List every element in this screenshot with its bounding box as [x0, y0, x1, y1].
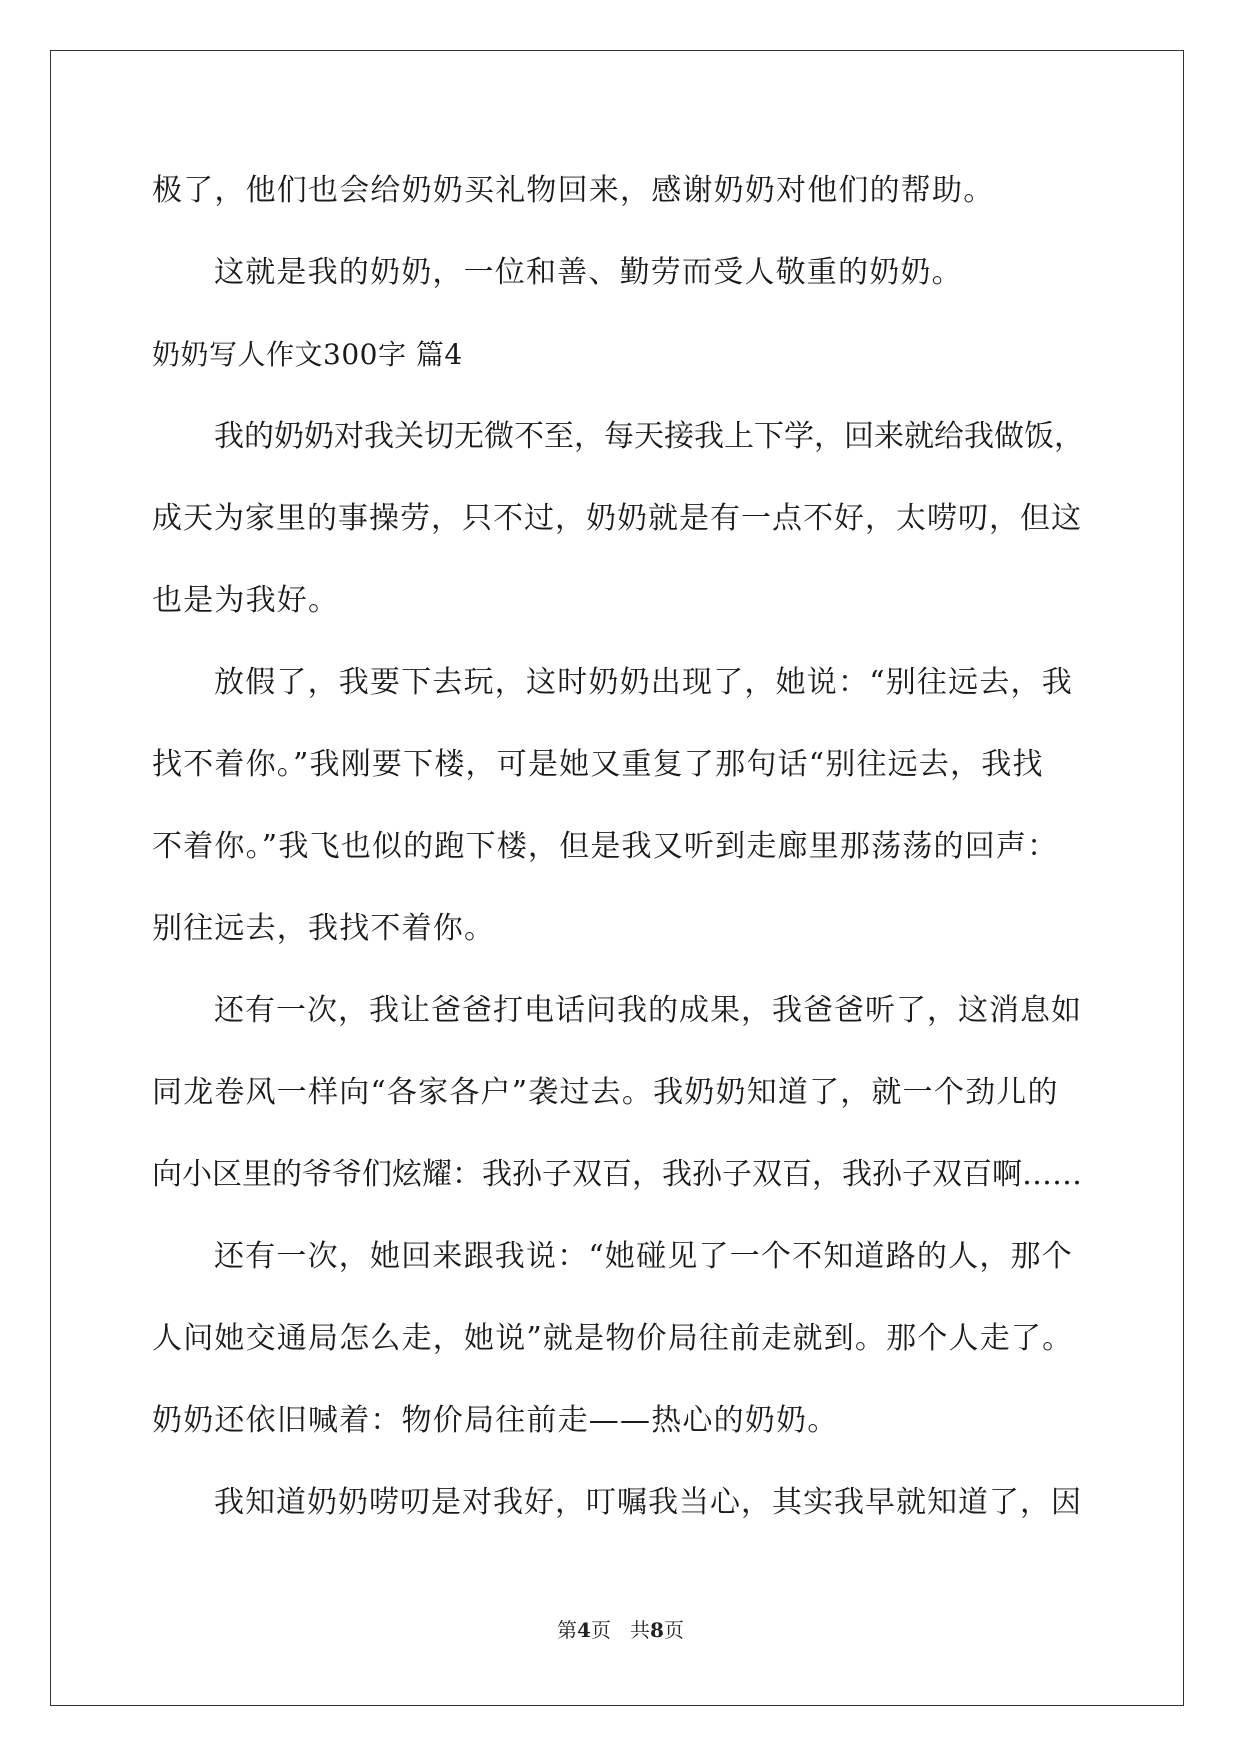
text-line: 放假了，我要下去玩，这时奶奶出现了，她说：“别往远去，我 — [214, 665, 1073, 700]
text-line: 这就是我的奶奶，一位和善、勤劳而受人敬重的奶奶。 — [214, 255, 963, 290]
total-pages-prefix: 共 — [630, 1618, 651, 1642]
text-line: 成天为家里的事操劳，只不过，奶奶就是有一点不好，太唠叨，但这 — [152, 501, 1082, 536]
text-line: 还有一次，她回来跟我说：“她碰见了一个不知道路的人，那个 — [214, 1239, 1073, 1274]
page-unit: 页 — [590, 1618, 611, 1642]
text-line: 人问她交通局怎么走，她说”就是物价局往前走就到。那个人走了。 — [152, 1321, 1074, 1356]
text-line: 同龙卷风一样向“各家各户”袭过去。我奶奶知道了，就一个劲儿的 — [152, 1075, 1059, 1110]
text-line: 我的奶奶对我关切无微不至，每天接我上下学，回来就给我做饭， — [214, 419, 1084, 454]
text-line: 极了，他们也会给奶奶买礼物回来，感谢奶奶对他们的帮助。 — [152, 173, 995, 208]
text-line: 向小区里的爷爷们炫耀：我孙子双百，我孙子双百，我孙子双百啊…… — [152, 1157, 1082, 1192]
page-footer — [0, 1614, 1241, 1643]
total-page-count: 8 — [650, 1618, 664, 1642]
text-line: 别往远去，我找不着你。 — [152, 911, 496, 946]
text-line: 奶奶还依旧喊着：物价局往前走——热心的奶奶。 — [152, 1403, 839, 1438]
text-line: 找不着你。”我刚要下楼，可是她又重复了那句话“别往远去，我找 — [152, 747, 1044, 782]
total-page-unit: 页 — [663, 1618, 684, 1642]
text-line: 还有一次，我让爸爸打电话问我的成果，我爸爸听了，这消息如 — [214, 993, 1082, 1028]
text-line: 我知道奶奶唠叨是对我好，叮嘱我当心，其实我早就知道了，因 — [214, 1485, 1082, 1520]
text-line: 不着你。”我飞也似的跑下楼，但是我又听到走廊里那荡荡的回声： — [152, 829, 1059, 864]
current-page-number: 4 — [577, 1618, 591, 1642]
section-heading: 奶奶写人作文300字 篇4 — [152, 338, 463, 371]
page-number-prefix: 第 — [557, 1618, 578, 1642]
text-line: 也是为我好。 — [152, 583, 340, 618]
document-body — [152, 150, 1087, 1544]
